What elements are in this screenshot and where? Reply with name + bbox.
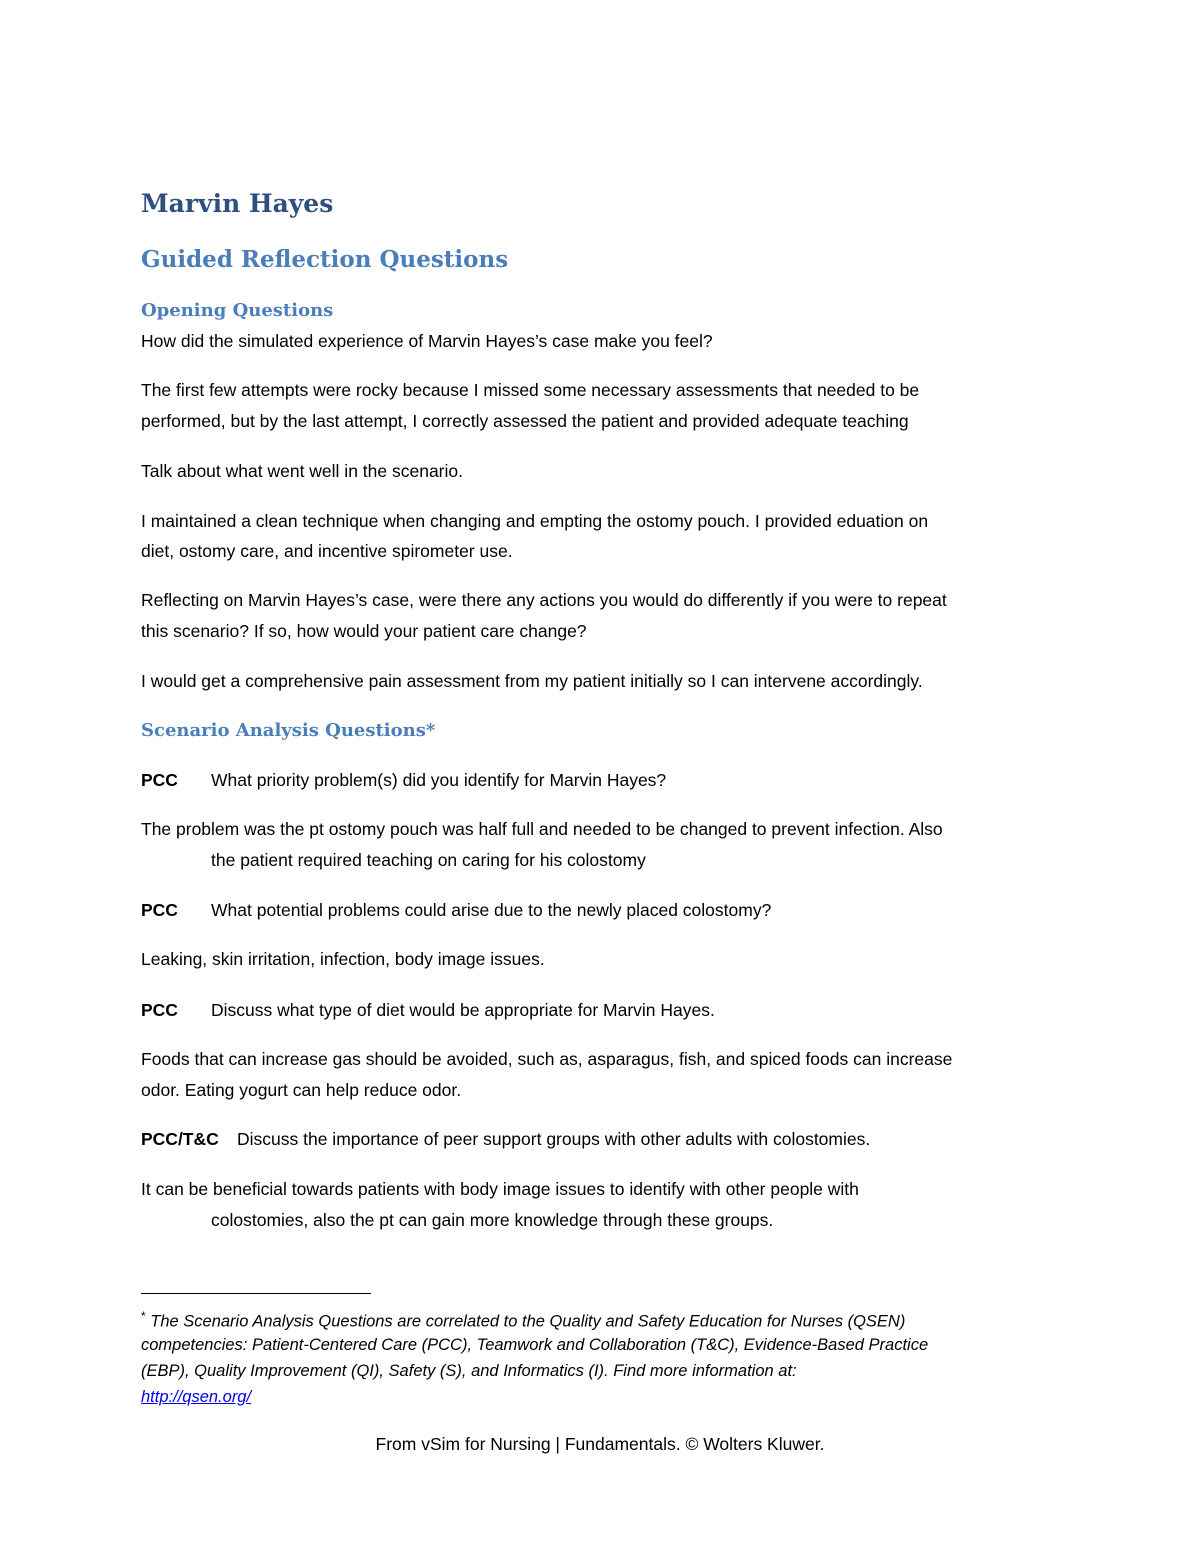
footnote-marker: * [141,1309,146,1323]
competency-tag: PCC [141,1000,178,1020]
competency-tag: PCC/T&C [141,1129,219,1149]
scenario-question: What potential problems could arise due to the newly placed colostomy? [211,900,772,920]
scenario-answer-line-2: colostomies, also the pt can gain more knowledge through these groups. [211,1210,774,1230]
footnote-line-2: competencies: Patient-Centered Care (PCC), Teamwork and Collaboration (T&C), Evidence-Based Practice [141,1336,929,1354]
footnote-text-1: The Scenario Analysis Questions are correlated to the Quality and Safety Education for Nurses (QSEN) [145,1312,906,1331]
page-subtitle: Guided Reflection Questions [141,246,509,273]
footnote-line-1 [141,1309,905,1332]
scenario-answer-line-2: odor. Eating yogurt can help reduce odor. [141,1080,462,1100]
scenario-question: Discuss the importance of peer support groups with other adults with colostomies. [237,1129,871,1149]
scenario-answer-line-1: It can be beneficial towards patients with body image issues to identify with other people with [141,1179,859,1199]
opening-answer-3: I would get a comprehensive pain assessment from my patient initially so I can intervene accordingly. [141,671,923,691]
scenario-answer-line-1: The problem was the pt ostomy pouch was half full and needed to be changed to prevent infection. Also [141,819,943,839]
competency-tag: PCC [141,900,178,920]
footnote-link-line [141,1388,251,1407]
opening-questions-heading: Opening Questions [141,300,334,321]
opening-question-1: How did the simulated experience of Marvin Hayes’s case make you feel? [141,331,713,351]
scenario-question: Discuss what type of diet would be appropriate for Marvin Hayes. [211,1000,715,1020]
competency-tag: PCC [141,770,178,790]
scenario-answer-line-2: the patient required teaching on caring for his colostomy [211,850,646,870]
opening-answer-1-line-2: performed, but by the last attempt, I correctly assessed the patient and provided adequate teaching [141,411,909,431]
footnote-separator [141,1293,371,1294]
opening-answer-1-line-1: The first few attempts were rocky because I missed some necessary assessments that needed to be [141,380,920,400]
footnote-line-3: (EBP), Quality Improvement (QI), Safety (S), and Informatics (I). Find more information at: [141,1362,797,1380]
scenario-question: What priority problem(s) did you identify for Marvin Hayes? [211,770,667,790]
scenario-answer-line-1: Leaking, skin irritation, infection, body image issues. [141,949,545,969]
scenario-answer-line-1: Foods that can increase gas should be avoided, such as, asparagus, fish, and spiced foods can increase [141,1049,953,1069]
opening-answer-2-line-1: I maintained a clean technique when changing and empting the ostomy pouch. I provided eduation on [141,511,929,531]
opening-question-3-line-2: this scenario? If so, how would your patient care change? [141,621,587,641]
page-footer: From vSim for Nursing | Fundamentals. © Wolters Kluwer. [375,1434,825,1454]
page-title: Marvin Hayes [141,189,334,218]
opening-question-3-line-1: Reflecting on Marvin Hayes’s case, were there any actions you would do differently if you were to repeat [141,590,947,610]
scenario-analysis-heading: Scenario Analysis Questions* [141,720,436,741]
opening-answer-2-line-2: diet, ostomy care, and incentive spirometer use. [141,541,513,561]
qsen-link[interactable]: http://qsen.org/ [141,1388,252,1406]
opening-question-2: Talk about what went well in the scenario. [141,461,463,481]
